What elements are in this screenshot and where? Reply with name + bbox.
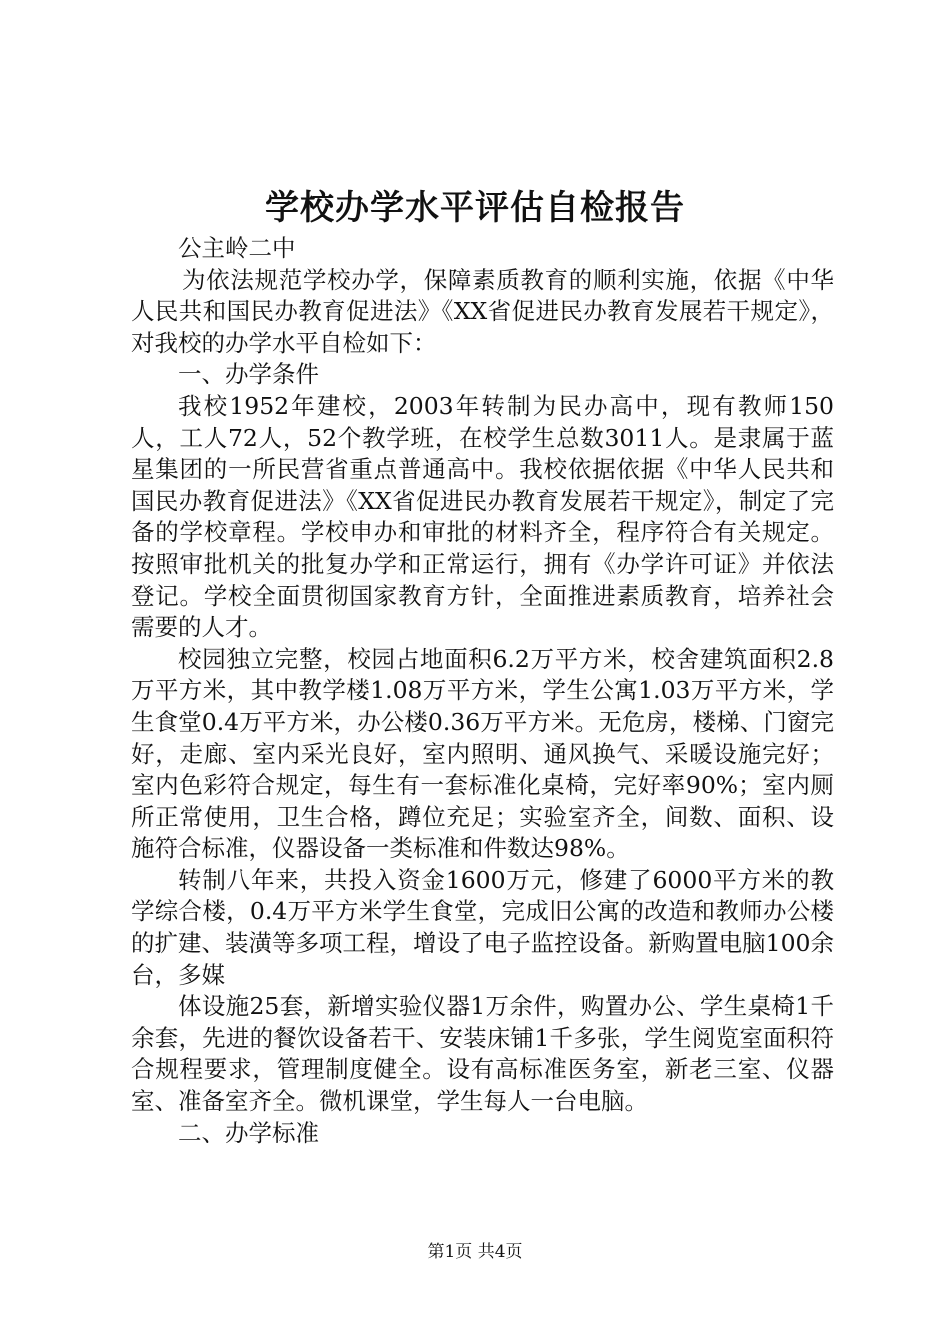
section-heading-2: 二、办学标准	[178, 1118, 319, 1147]
paragraph-2: 校园独立完整，校园占地面积6.2万平方米，校舍建筑面积2.8万平方米，其中教学楼1.08万平方米，学生公寓1.03万平方米，学生食堂0.4万平方米，办公楼0.36万平方米。无危房，楼梯、门窗完好，走廊、室内采光良好，室内照明、通风换气、采暖设施完好；室内色彩符合规定，每生有一套标准化桌椅，完好率90%；室内厕所正常使用，卫生合格，蹲位充足；实验室齐全，间数、面积、设施符合标准，仪器设备一类标准和件数达98%。	[131, 644, 834, 863]
document-title: 学校办学水平评估自检报告	[265, 188, 685, 228]
paragraph-4: 体设施25套，新增实验仪器1万余件，购置办公、学生桌椅1千余套，先进的餐饮设备若干、安装床铺1千多张，学生阅览室面积符合规程要求，管理制度健全。设有高标准医务室，新老三室、仪器室、准备室齐全。微机课堂，学生每人一台电脑。	[131, 992, 834, 1116]
page-number-footer: 第1页 共4页	[427, 1242, 523, 1262]
document-body	[131, 233, 834, 1149]
intro-paragraph: 为依法规范学校办学，保障素质教育的顺利实施，依据《中华人民共和国民办教育促进法》《XX省促进民办教育发展若干规定》，对我校的办学水平自检如下：	[131, 265, 834, 357]
paragraph-1: 我校1952年建校，2003年转制为民办高中，现有教师150人，工人72人，52个教学班，在校学生总数3011人。是隶属于蓝星集团的一所民营省重点普通高中。我校依据依据《中华人民共和国民办教育促进法》《XX省促进民办教育发展若干规定》，制定了完备的学校章程。学校申办和审批的材料齐全，程序符合有关规定。按照审批机关的批复办学和正常运行，拥有《办学许可证》并依法登记。学校全面贯彻国家教育方针，全面推进素质教育，培养社会需要的人才。	[131, 391, 834, 642]
author-line: 公主岭二中	[178, 234, 296, 262]
section-heading-1: 一、办学条件	[178, 360, 319, 389]
paragraph-3: 转制八年来，共投入资金1600万元，修建了6000平方米的教学综合楼，0.4万平方米学生食堂，完成旧公寓的改造和教师办公楼的扩建、装潢等多项工程，增设了电子监控设备。新购置电脑100余台，多媒	[131, 865, 834, 989]
